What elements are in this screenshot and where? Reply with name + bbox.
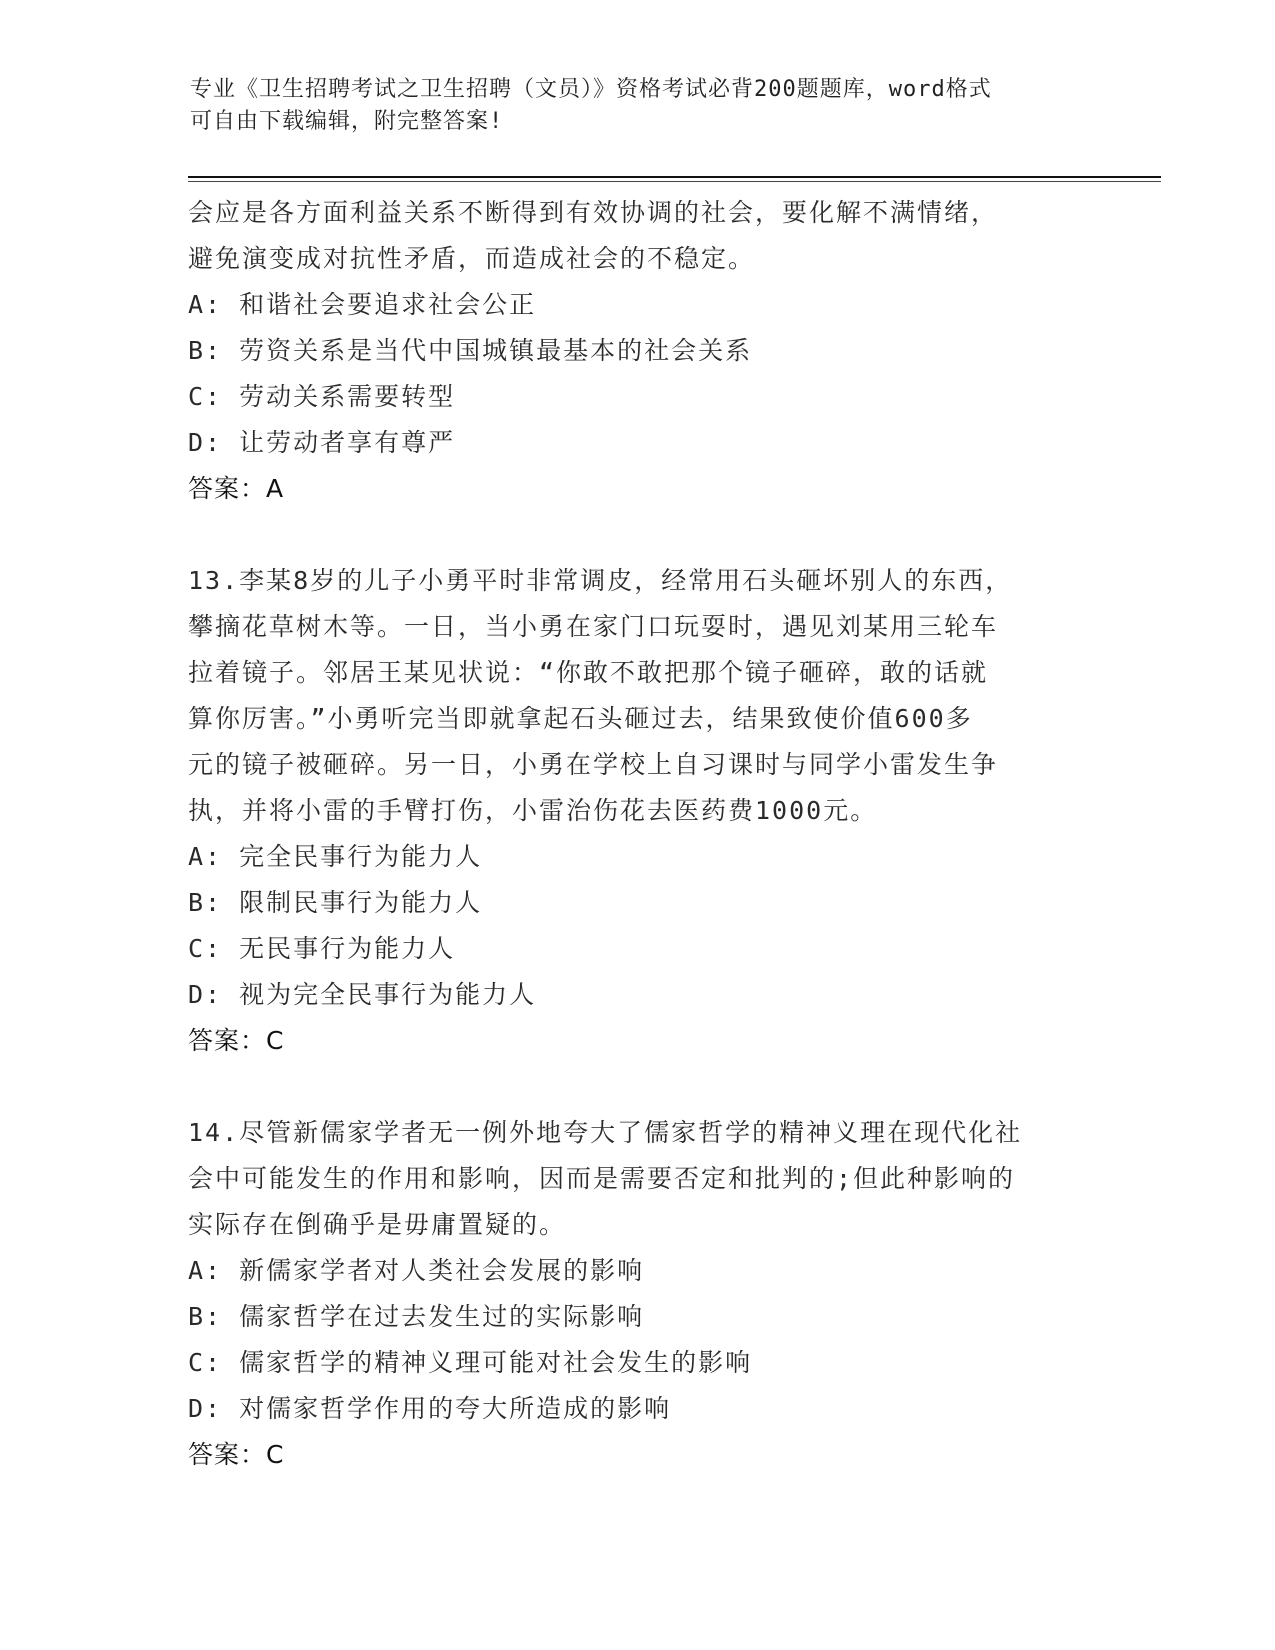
header-title-line-2: 可自由下载编辑，附完整答案! [190, 109, 504, 134]
question-text-line: 实际存在倒确乎是毋庸置疑的。 [188, 1210, 567, 1239]
question-text-line: 14.尽管新儒家学者无一例外地夸大了儒家哲学的精神义理在现代化社 [188, 1118, 1023, 1147]
option-b: B: 劳资关系是当代中国城镇最基本的社会关系 [188, 336, 753, 365]
question-text-line: 执，并将小雷的手臂打伤，小雷治伤花去医药费1000元。 [188, 796, 878, 825]
option-d: D: 让劳动者享有尊严 [188, 428, 456, 457]
question-text-line: 会中可能发生的作用和影响，因而是需要否定和批判的;但此种影响的 [188, 1164, 1016, 1193]
question-13-block [188, 558, 1088, 1064]
option-a: A: 和谐社会要追求社会公正 [188, 290, 537, 319]
question-14-block [188, 1110, 1088, 1478]
option-b: B: 儒家哲学在过去发生过的实际影响 [188, 1302, 645, 1331]
option-c: C: 无民事行为能力人 [188, 934, 456, 963]
answer-line: 答案：A [188, 474, 285, 503]
spacer [188, 1064, 1088, 1110]
page-header [190, 74, 1090, 138]
question-text-line: 元的镜子被砸碎。另一日，小勇在学校上自习课时与同学小雷发生争 [188, 750, 999, 779]
question-text-line: 攀摘花草树木等。一日，当小勇在家门口玩耍时，遇见刘某用三轮车 [188, 612, 999, 641]
document-body [188, 190, 1088, 1478]
answer-line: 答案：C [188, 1026, 285, 1055]
option-a: A: 新儒家学者对人类社会发展的影响 [188, 1256, 645, 1285]
question-text-line: 算你厉害。”小勇听完当即就拿起石头砸过去，结果致使价值600多 [188, 704, 973, 733]
answer-line: 答案：C [188, 1440, 285, 1469]
header-divider-thick [188, 176, 1161, 178]
header-title-line-1: 专业《卫生招聘考试之卫生招聘（文员）》资格考试必背200题题库，word格式 [190, 77, 992, 102]
option-d: D: 视为完全民事行为能力人 [188, 980, 537, 1009]
option-c: C: 劳动关系需要转型 [188, 382, 456, 411]
option-a: A: 完全民事行为能力人 [188, 842, 483, 871]
question-text-line: 会应是各方面利益关系不断得到有效协调的社会，要化解不满情绪， [188, 198, 999, 227]
question-12-block [188, 190, 1088, 512]
option-c: C: 儒家哲学的精神义理可能对社会发生的影响 [188, 1348, 753, 1377]
question-text-line: 拉着镜子。邻居王某见状说：“你敢不敢把那个镜子砸碎，敢的话就 [188, 658, 989, 687]
question-text-line: 避免演变成对抗性矛盾，而造成社会的不稳定。 [188, 244, 756, 273]
option-b: B: 限制民事行为能力人 [188, 888, 483, 917]
spacer [188, 512, 1088, 558]
question-text-line: 13.李某8岁的儿子小勇平时非常调皮，经常用石头砸坏别人的东西， [188, 566, 1013, 595]
header-divider-thin [188, 181, 1161, 182]
option-d: D: 对儒家哲学作用的夸大所造成的影响 [188, 1394, 672, 1423]
